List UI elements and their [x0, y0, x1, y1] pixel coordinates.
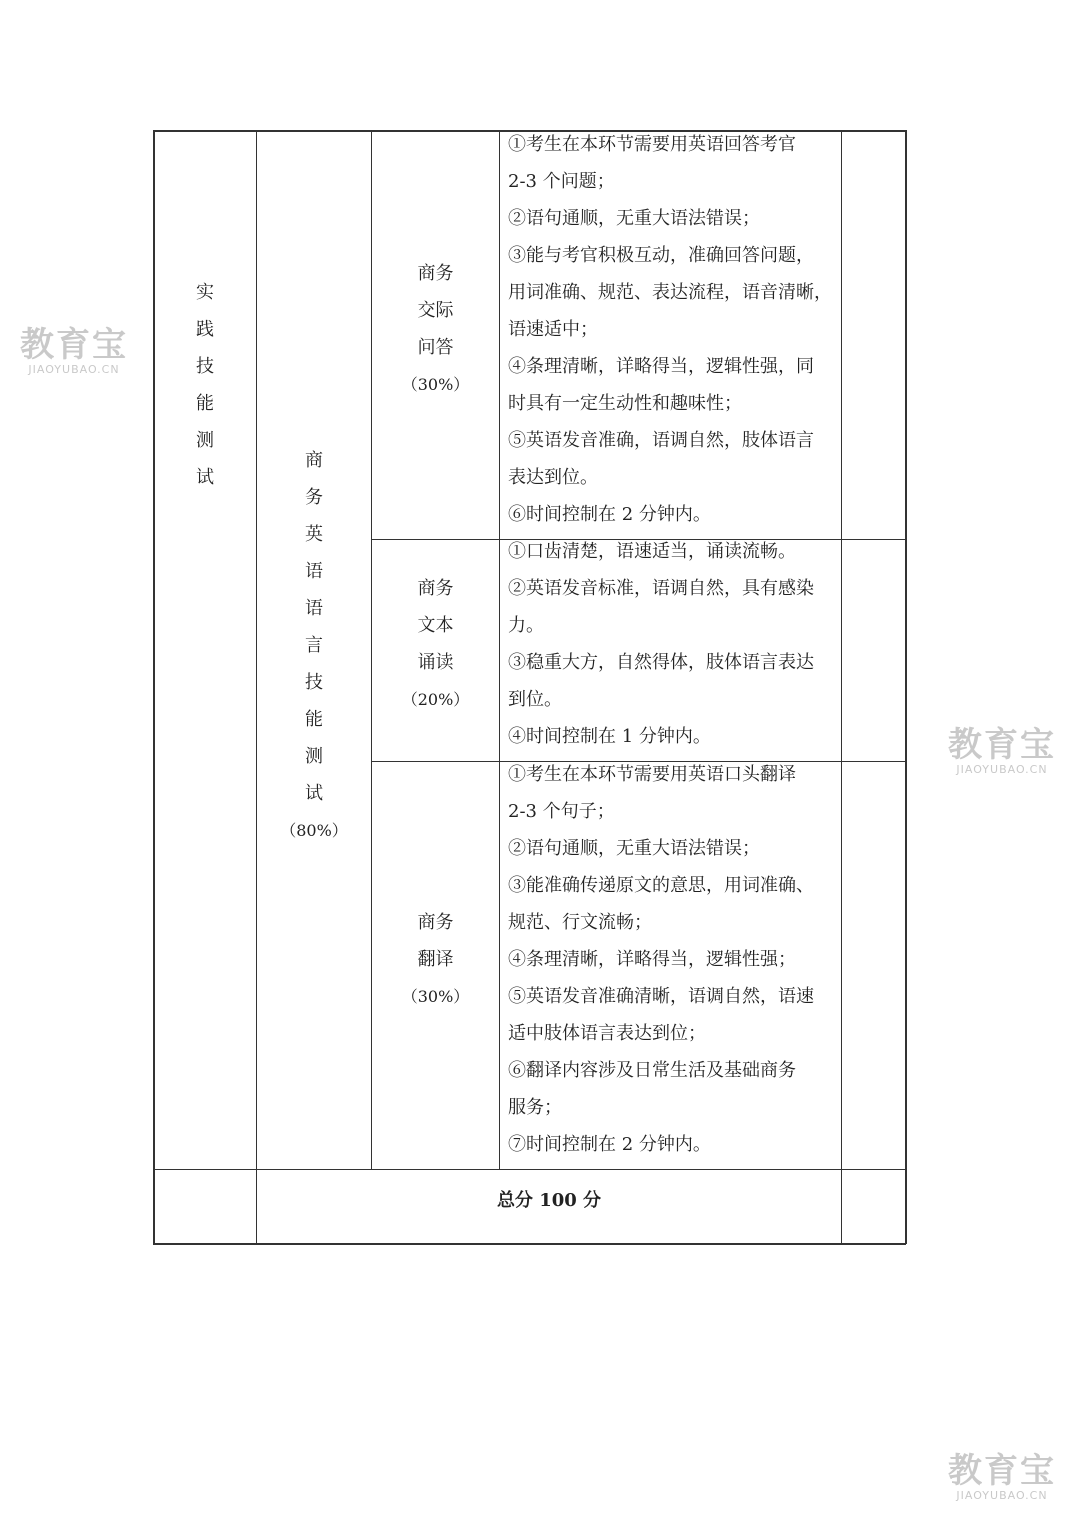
criteria-line: 规范、行文流畅； [508, 912, 652, 933]
section-weight: （30%） [401, 987, 470, 1006]
criteria-line: ①考生在本环节需要用英语口头翻译 [508, 764, 796, 785]
section-criteria-business-qa [508, 126, 832, 533]
subject-char: 言 [305, 635, 323, 656]
section-criteria-translation [508, 756, 814, 1163]
category-char: 试 [196, 467, 214, 488]
watermark-bottom [942, 1452, 1062, 1502]
subject-char: 技 [305, 672, 323, 693]
criteria-line: ⑤英语发音准确，语调自然，肢体语言 [508, 430, 814, 451]
criteria-line: 到位。 [508, 689, 562, 710]
criteria-line: 力。 [508, 615, 544, 636]
criteria-line: 服务； [508, 1097, 562, 1118]
category-char: 能 [196, 393, 214, 414]
criteria-line: ②语句通顺，无重大语法错误； [508, 838, 760, 859]
subject-char: 测 [305, 746, 323, 767]
watermark-url: JIAOYUBAO.CN [956, 1489, 1048, 1502]
criteria-line: ⑤英语发音准确清晰，语调自然，语速 [508, 986, 814, 1007]
watermark-url: JIAOYUBAO.CN [28, 363, 120, 376]
criteria-line: 2-3 个问题； [508, 171, 615, 192]
criteria-line: ⑦时间控制在 2 分钟内。 [508, 1134, 711, 1155]
criteria-line: ②英语发音标准，语调自然，具有感染 [508, 578, 814, 599]
col-divider-4 [841, 130, 842, 1244]
section-weight: （20%） [401, 690, 470, 709]
criteria-line: 适中肢体语言表达到位； [508, 1023, 706, 1044]
subject-char: 语 [305, 561, 323, 582]
section-weight: （30%） [401, 375, 470, 394]
table-border-right [905, 130, 907, 1244]
table-border-bottom [153, 1243, 906, 1245]
watermark-logo-text: 教育宝 [948, 1451, 1056, 1491]
subject-char: 试 [305, 783, 323, 804]
subject-char: 能 [305, 709, 323, 730]
watermark-url: JIAOYUBAO.CN [956, 763, 1048, 776]
criteria-line: ④条理清晰，详略得当，逻辑性强，同 [508, 356, 814, 377]
criteria-line: ④时间控制在 1 分钟内。 [508, 726, 711, 747]
category-char: 践 [196, 319, 214, 340]
criteria-line: 用词准确、规范、表达流程，语音清晰， [508, 282, 832, 303]
category-char: 实 [196, 282, 214, 303]
section-criteria-text-reading [508, 533, 814, 755]
subject-char: 务 [305, 487, 323, 508]
category-char: 技 [196, 356, 214, 377]
subject-weight: （80%） [280, 821, 348, 840]
criteria-line: 2-3 个句子； [508, 801, 615, 822]
criteria-line: 语速适中； [508, 319, 598, 340]
subject-char: 英 [305, 524, 323, 545]
criteria-line: ①考生在本环节需要用英语回答考官 [508, 134, 796, 155]
criteria-line: ⑥翻译内容涉及日常生活及基础商务 [508, 1060, 796, 1081]
criteria-line: ③能与考官积极互动，准确回答问题， [508, 245, 814, 266]
watermark-logo-text: 教育宝 [20, 325, 128, 365]
watermark-left [14, 326, 134, 376]
category-label [154, 274, 256, 496]
category-char: 测 [196, 430, 214, 451]
subject-char: 商 [305, 450, 323, 471]
criteria-line: ③能准确传递原文的意思，用词准确、 [508, 875, 814, 896]
total-score: 总分 100 分 [496, 1190, 602, 1211]
watermark-right [942, 726, 1062, 776]
col-divider-3 [499, 130, 500, 1170]
criteria-line: 表达到位。 [508, 467, 598, 488]
criteria-line: ④条理清晰，详略得当，逻辑性强； [508, 949, 796, 970]
section-title-text-reading: 商务 文本 诵读 （20%） [372, 570, 499, 718]
section-title-business-qa: 商务 交际 问答 （30%） [372, 255, 499, 403]
criteria-line: ⑥时间控制在 2 分钟内。 [508, 504, 711, 525]
watermark-logo-text: 教育宝 [948, 725, 1056, 765]
subject-label [257, 442, 371, 849]
criteria-line: 时具有一定生动性和趣味性； [508, 393, 742, 414]
subject-char: 语 [305, 598, 323, 619]
criteria-line: ①口齿清楚，语速适当，诵读流畅。 [508, 541, 796, 562]
criteria-line: ③稳重大方，自然得体，肢体语言表达 [508, 652, 814, 673]
criteria-line: ②语句通顺，无重大语法错误； [508, 208, 760, 229]
section-title-translation: 商务 翻译 （30%） [372, 904, 499, 1015]
row-divider-total [153, 1169, 906, 1170]
